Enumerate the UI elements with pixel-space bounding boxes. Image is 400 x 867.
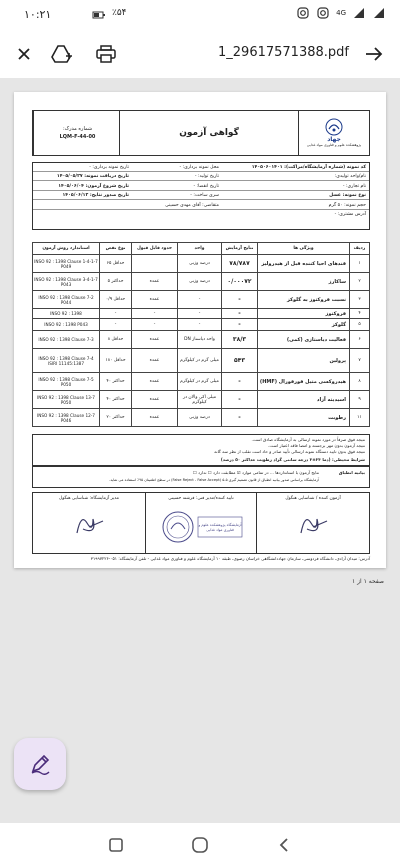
- row-number: ۳: [350, 291, 370, 309]
- info-batch: سری ساخت: -: [190, 193, 219, 198]
- acceptable-limit: -: [132, 319, 178, 331]
- test-standard: INSO 92 : 1398 P043: [33, 319, 100, 331]
- battery-percent: ٪۵۴: [112, 8, 127, 18]
- info-production-date: تاریخ تولید: -: [194, 174, 219, 179]
- test-standard: INSO 92 : 1398 Clause 3-4-1-7 P043: [33, 273, 100, 291]
- defect-type: حداکثر ۴۰: [100, 391, 132, 409]
- defect-type: حداقل ۱۸۰: [100, 349, 132, 373]
- unit: -: [178, 291, 222, 309]
- defect-type: حداکثر ۵: [100, 273, 132, 291]
- info-address: آدرس مشتری: -: [334, 212, 366, 217]
- info-row: [33, 201, 369, 210]
- test-standard: INSO 92 : 1398: [33, 309, 100, 319]
- info-result-date: تاریخ صدور نتایج: ۱۴۰۵/۰۶/۱۲: [62, 193, 129, 198]
- signatures: [32, 492, 370, 554]
- test-standard: INSO 92 : 1398 Clause 7-5 P050: [33, 373, 100, 391]
- feature-name: قندهای احیا کننده قبل از هیدرولیز: [258, 255, 350, 273]
- test-standard: INSO 92 : 1398 Clause 13-7 P050: [33, 391, 100, 409]
- col-header-result: نتایج آزمایش: [222, 243, 258, 255]
- note-line: نتیجه آزمون بدون مهر برجسته و امضا فاقد اعتبار است.: [268, 443, 365, 448]
- acceptable-limit: عمده: [132, 373, 178, 391]
- defect-type: حداقل ۸: [100, 331, 132, 349]
- back-icon: [276, 837, 292, 853]
- row-number: ۷: [350, 349, 370, 373]
- row-number: ۱: [350, 255, 370, 273]
- info-sample-volume: حجم نمونه: ۵۰ گرم: [328, 202, 366, 208]
- result-value: ۵۴۳: [222, 349, 258, 373]
- environment-conditions: شرایط محیطی: (دما ۲۳±۲ درجه سانتی گراد رطوبت حداکثر ۵۰ درصد): [220, 457, 365, 462]
- info-test-start-date: تاریخ شروع آزمون: ۱۴۰۵/۰۶/۰۴: [58, 183, 129, 189]
- unit: -: [178, 309, 222, 319]
- table-header-row: [33, 243, 370, 255]
- home-icon: [191, 836, 209, 854]
- test-standard: INSO 92 : 1398 Clause 7-2 P044: [33, 291, 100, 309]
- results-body: [33, 255, 370, 427]
- info-producer: نام/واحد تولیدی:: [334, 174, 366, 179]
- instagram-icon-2: [316, 6, 330, 20]
- notes: [32, 434, 370, 466]
- col-header-feature: ویژگی ها: [258, 243, 350, 255]
- acceptable-limit: [132, 255, 178, 273]
- signature-tester: [257, 493, 369, 553]
- defect-type: حداقل ۰/۹: [100, 291, 132, 309]
- stamp-text: آزمایشگاه پژوهشکده علوم و فناوری مواد غذایی: [198, 523, 242, 532]
- result-value: -: [222, 309, 258, 319]
- col-header-standard: استاندارد روش آزمون: [33, 243, 100, 255]
- acceptable-limit: عمده: [132, 391, 178, 409]
- feature-name: نسبت فروکتوز به گلوکز: [258, 291, 350, 309]
- drive-add-icon: [51, 44, 73, 64]
- info-sampling-place: محل نمونه برداری: -: [179, 164, 219, 170]
- print-button[interactable]: [94, 42, 118, 66]
- conformity-line: نتایج آزمون با استانداردها ... در تمامی موارد ☑ مطابقت دارد ☐ ندارد ☐: [193, 470, 319, 475]
- status-bar: [0, 0, 400, 30]
- signature-icon: [71, 509, 107, 539]
- signature-icon: [295, 509, 331, 539]
- certificate-header: [32, 110, 370, 156]
- close-icon: [16, 46, 32, 62]
- row-number: ۱۱: [350, 409, 370, 427]
- add-to-drive-button[interactable]: [50, 42, 74, 66]
- info-row: [33, 163, 369, 172]
- table-row: [33, 391, 370, 409]
- conformity-statement: [32, 466, 370, 488]
- row-number: ۵: [350, 319, 370, 331]
- jihad-logo-icon: [325, 118, 343, 136]
- result-value: -: [222, 391, 258, 409]
- defect-type: حداقل ۶۵: [100, 255, 132, 273]
- row-number: ۴: [350, 309, 370, 319]
- home-button[interactable]: [190, 835, 210, 855]
- acceptable-limit: عمده: [132, 273, 178, 291]
- app-bar: [0, 30, 400, 78]
- table-row: [33, 349, 370, 373]
- unit: میلی اکی والان در کیلوگرم: [178, 391, 222, 409]
- defect-type: -: [100, 319, 132, 331]
- result-value: -: [222, 409, 258, 427]
- unit: درصد وزنی: [178, 409, 222, 427]
- signal-icon-2: [372, 6, 386, 20]
- recents-button[interactable]: [106, 835, 126, 855]
- open-with-button[interactable]: [362, 42, 386, 66]
- system-nav-bar: [0, 823, 400, 867]
- test-standard: INSO 92 : 1398 Clause 7-4 ISIRI 11145:1387: [33, 349, 100, 373]
- battery-icon: [92, 8, 106, 22]
- acceptable-limit: -: [132, 309, 178, 319]
- table-row: [33, 309, 370, 319]
- feature-name: فروکتوز: [258, 309, 350, 319]
- col-header-unit: واحد: [178, 243, 222, 255]
- signature-label: مدیر آزمایشگاه: شناسایی هنگول: [59, 496, 119, 501]
- col-header-limit: حدود قابل قبول: [132, 243, 178, 255]
- table-row: [33, 373, 370, 391]
- result-value: -: [222, 373, 258, 391]
- document-number-block: [33, 111, 121, 155]
- clock: ۱۰:۲۱: [24, 8, 52, 21]
- recents-icon: [108, 837, 124, 853]
- feature-name: اسیدیته آزاد: [258, 391, 350, 409]
- annotate-button[interactable]: [14, 738, 66, 790]
- doc-number-label: شماره مدرک:: [62, 126, 93, 132]
- table-row: [33, 319, 370, 331]
- info-receipt-date: تاریخ دریافت نمونه: ۱۴۰۵/۰۵/۲۷: [56, 174, 129, 179]
- info-brand: نام تجاری: -: [342, 183, 366, 189]
- table-row: [33, 273, 370, 291]
- info-row: [33, 182, 369, 191]
- lab-address: آدرس: میدان آزادی، دانشگاه فردوسی، سازمان جهاددانشگاهی خراسان رضوی، طبقه ۱۰ آزمایشگاه علوم و فناوری مواد غذایی - تلفن آزمایشگاه: ۰۵۱-۳۱۹۹۷۲۲۶: [90, 556, 370, 561]
- logo-word: جهاد: [327, 136, 341, 143]
- info-sample-type: نوع نمونه: عسل: [329, 193, 366, 198]
- col-header-row-no: ردیف: [350, 243, 370, 255]
- back-button[interactable]: [274, 835, 294, 855]
- table-row: [33, 255, 370, 273]
- feature-name: پرولین: [258, 349, 350, 373]
- info-row: [33, 211, 369, 220]
- result-value: ۰/۰۰۰۷۲: [222, 273, 258, 291]
- defect-type: حداکثر ۲۰: [100, 409, 132, 427]
- sample-info: [32, 162, 370, 230]
- pen-icon: [29, 753, 51, 775]
- file-name: 1_29617571388.pdf: [218, 45, 349, 60]
- close-button[interactable]: [12, 42, 36, 66]
- unit: میلی گرم در کیلوگرم: [178, 349, 222, 373]
- results-table: [32, 242, 370, 427]
- arrow-forward-icon: [365, 46, 383, 62]
- result-value: -: [222, 319, 258, 331]
- info-applicant: متقاضی: آقای مهدی حسینی: [165, 202, 219, 208]
- printer-icon: [96, 45, 116, 63]
- note-line: نتیجه فوق بدون تایید دستگاه نمونه ارسالی تأیید صادر و حاد است تقلب از نظر سه گانه: [214, 449, 365, 454]
- feature-name: گلوکز: [258, 319, 350, 331]
- acceptable-limit: عمده: [132, 331, 178, 349]
- info-sample-code: کد نمونه (شماره آزمایشگاه/مراکت): ۱۴۰۵۰۶۰۱۴۰۱: [251, 164, 366, 170]
- logo: [299, 111, 369, 155]
- conformity-rule: آزمایشگاه براساس صدور بیانیه انطباق از قانون تصمیم گیری ۵-۵ (False Reject - False Accept) در سطح اطمینان ۹۵٪ استفاده می نماید.: [109, 478, 319, 482]
- signature-label: آزمون کننده / شناسایی هنگول: [285, 496, 341, 501]
- note-line: نتیجه فوق صرفاً در مورد نمونه ارسالی به آزمایشگاه صادق است.: [251, 437, 365, 442]
- acceptable-limit: عمده: [132, 291, 178, 309]
- table-row: [33, 409, 370, 427]
- feature-name: هیدروکسی متیل فورفورال (HMF): [258, 373, 350, 391]
- conformity-label: بیانیه انطباق: [338, 470, 365, 475]
- col-header-defect: نوع نقص: [100, 243, 132, 255]
- acceptable-limit: عمده: [132, 409, 178, 427]
- result-value: ۷۸/۷۸۷: [222, 255, 258, 273]
- unit: درصد وزنی: [178, 255, 222, 273]
- unit: -: [178, 319, 222, 331]
- page-counter: صفحه ۱ از ۱: [352, 578, 384, 585]
- unit: میلی گرم در کیلوگرم: [178, 373, 222, 391]
- pdf-viewer[interactable]: [0, 78, 400, 823]
- info-expiry-date: تاریخ انقضا: -: [193, 183, 219, 189]
- network-label: 4G: [336, 9, 346, 17]
- instagram-icon: [296, 6, 310, 20]
- feature-name: رطوبت: [258, 409, 350, 427]
- row-number: ۸: [350, 373, 370, 391]
- info-sampling-date: تاریخ نمونه برداری: -: [89, 164, 129, 170]
- info-row: [33, 173, 369, 182]
- row-number: ۲: [350, 273, 370, 291]
- defect-type: -: [100, 309, 132, 319]
- test-standard: INSO 92 : 1398 Clause 7-3: [33, 331, 100, 349]
- signature-manager: [33, 493, 145, 553]
- unit: درصد وزنی: [178, 273, 222, 291]
- feature-name: ساکارز: [258, 273, 350, 291]
- defect-type: حداکثر ۴۰: [100, 373, 132, 391]
- acceptable-limit: عمده: [132, 349, 178, 373]
- info-row: [33, 192, 369, 201]
- table-row: [33, 331, 370, 349]
- row-number: ۹: [350, 391, 370, 409]
- pdf-page: [14, 92, 386, 568]
- doc-number: LQM-F-44-00: [59, 134, 96, 140]
- certificate-title: گواهی آزمون: [119, 111, 299, 155]
- signature-label: تایید کننده/مدیر فنی: فرشته حسینی: [168, 496, 234, 501]
- test-standard: INSO 92 : 1398 Clause 12-7 P046: [33, 409, 100, 427]
- test-standard: INSO 92 : 1398 Clause 1-4-1-7 P049: [33, 255, 100, 273]
- signature-approver: [145, 493, 257, 553]
- table-row: [33, 291, 370, 309]
- signal-icon: [352, 6, 366, 20]
- result-value: ۳۸/۳: [222, 331, 258, 349]
- unit: واحد دیاستاز DN: [178, 331, 222, 349]
- feature-name: فعالیت دیاستازی (کمی): [258, 331, 350, 349]
- result-value: -: [222, 291, 258, 309]
- logo-subtitle: پژوهشکده علوم و فناوری مواد غذایی: [306, 143, 362, 147]
- row-number: ۶: [350, 331, 370, 349]
